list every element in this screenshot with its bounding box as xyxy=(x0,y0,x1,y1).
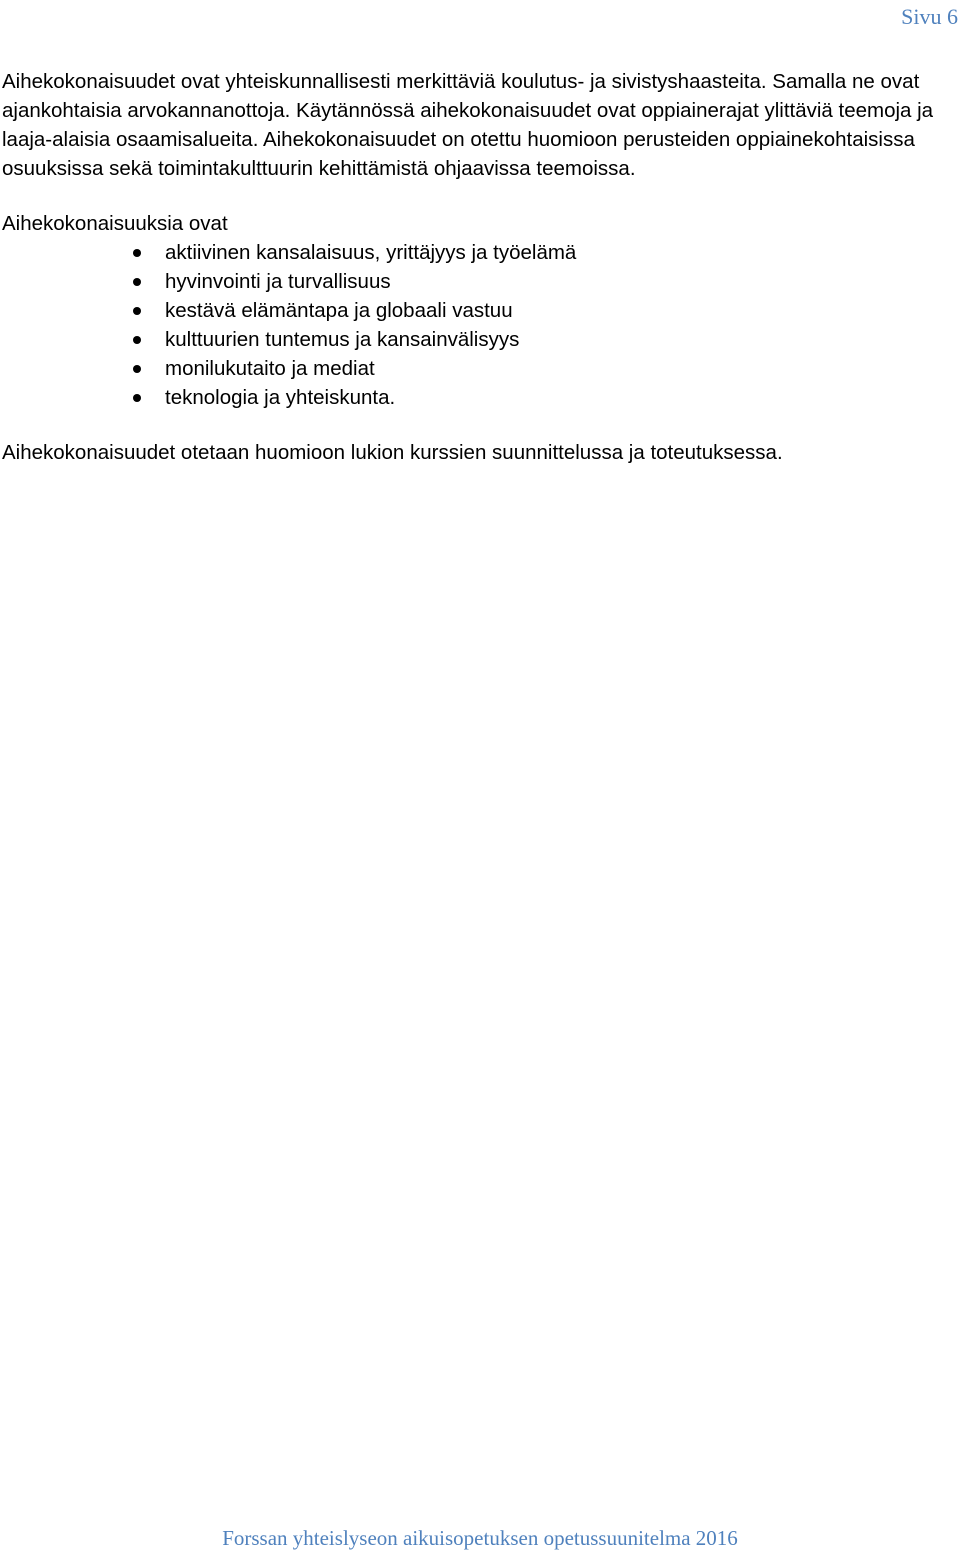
bullet-icon xyxy=(133,307,141,315)
bullet-icon xyxy=(133,336,141,344)
list-item-text: kulttuurien tuntemus ja kansainvälisyys xyxy=(165,328,520,351)
intro-paragraph: Aihekokonaisuudet ovat yhteiskunnallisesti merkittäviä koulutus- ja sivistyshaasteita. Samalla ne ovat ajankohtaisia arvokannanottoja. Käytännössä aihekokonaisuudet ovat oppiainerajat ylittäviä teemoja ja laaja-alaisia osaamisalueita. Aihekokonaisuudet on otettu huomioon perusteiden oppiainekohtaisissa osuuksissa sekä toimintakulttuurin kehittämistä ohjaavissa teemoissa. xyxy=(2,70,934,180)
list-item xyxy=(2,354,960,383)
list-item xyxy=(2,296,960,325)
bullet-icon xyxy=(133,249,141,257)
closing-paragraph: Aihekokonaisuudet otetaan huomioon lukion kurssien suunnittelussa ja toteutuksessa. xyxy=(2,441,783,464)
bullet-icon xyxy=(133,394,141,402)
page-number: Sivu 6 xyxy=(901,4,958,29)
list-item xyxy=(2,267,960,296)
theme-list xyxy=(2,238,960,412)
page-footer: Forssan yhteislyseon aikuisopetuksen opetussuunitelma 2016 xyxy=(222,1526,738,1550)
bullet-icon xyxy=(133,278,141,286)
list-item xyxy=(2,325,960,354)
bullet-icon xyxy=(133,365,141,373)
list-item xyxy=(2,238,960,267)
list-item-text: teknologia ja yhteiskunta. xyxy=(165,386,396,409)
list-item-text: monilukutaito ja mediat xyxy=(165,357,375,380)
list-item-text: aktiivinen kansalaisuus, yrittäjyys ja työelämä xyxy=(165,241,577,264)
document-body xyxy=(2,67,960,467)
list-item-text: hyvinvointi ja turvallisuus xyxy=(165,270,391,293)
list-item xyxy=(2,383,960,412)
list-intro: Aihekokonaisuuksia ovat xyxy=(2,212,228,235)
list-item-text: kestävä elämäntapa ja globaali vastuu xyxy=(165,299,513,322)
